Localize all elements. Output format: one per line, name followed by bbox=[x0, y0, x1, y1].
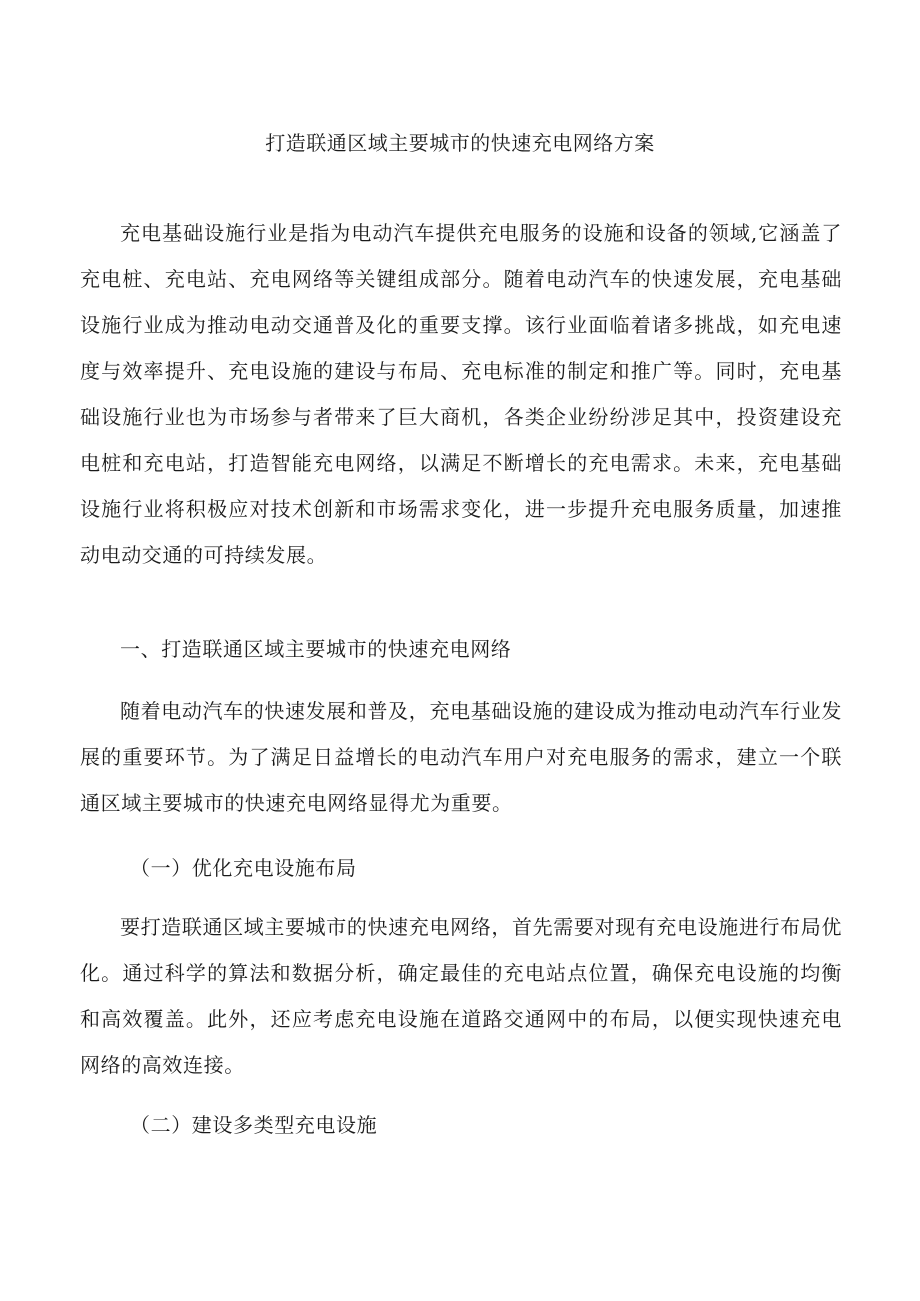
subsection-1-paragraph: 要打造联通区域主要城市的快速充电网络，首先需要对现有充电设施进行布局优化。通过科学的算法和数据分析，确定最佳的充电站点位置，确保充电设施的均衡和高效覆盖。此外，还应考虑充电设施在道路交通网中的布局，以便实现快速充电网络的高效连接。 bbox=[80, 915, 842, 1077]
subsection-heading-1: （一）优化充电设施布局 bbox=[130, 856, 357, 880]
intro-paragraph: 充电基础设施行业是指为电动汽车提供充电服务的设施和设备的领域,它涵盖了充电桩、充电站、充电网络等关键组成部分。随着电动汽车的快速发展，充电基础设施行业成为推动电动交通普及化的重要支撑。该行业面临着诸多挑战，如充电速度与效率提升、充电设施的建设与布局、充电标准的制定和推广等。同时，充电基础设施行业也为市场参与者带来了巨大商机，各类企业纷纷涉足其中，投资建设充电桩和充电站，打造智能充电网络，以满足不断增长的充电需求。未来，充电基础设施行业将积极应对技术创新和市场需求变化，进一步提升充电服务质量，加速推动电动交通的可持续发展。 bbox=[80, 221, 842, 567]
section-1-paragraph: 随着电动汽车的快速发展和普及，充电基础设施的建设成为推动电动汽车行业发展的重要环节。为了满足日益增长的电动汽车用户对充电服务的需求，建立一个联通区域主要城市的快速充电网络显得尤为重要。 bbox=[80, 699, 842, 815]
section-heading-1: 一、打造联通区域主要城市的快速充电网络 bbox=[120, 637, 512, 661]
document-title: 打造联通区域主要城市的快速充电网络方案 bbox=[265, 131, 655, 155]
subsection-heading-2: （二）建设多类型充电设施 bbox=[130, 1113, 378, 1137]
